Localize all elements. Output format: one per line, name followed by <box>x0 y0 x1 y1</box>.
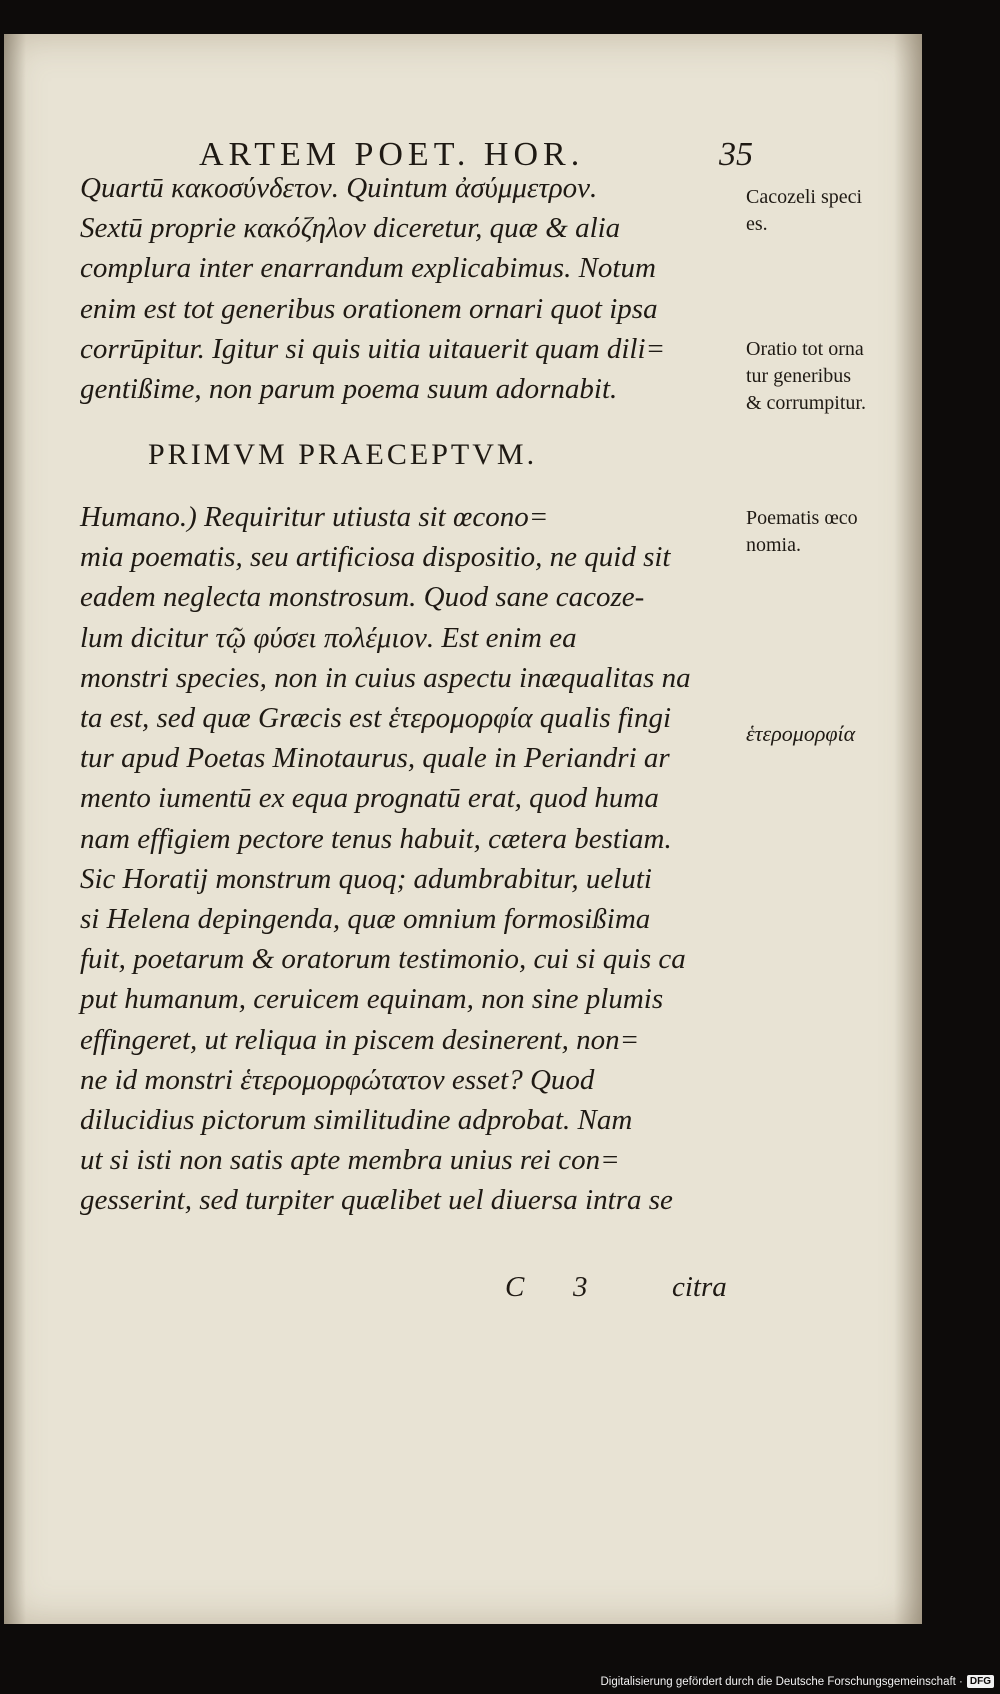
running-title: ARTEM POET. HOR. <box>199 136 585 173</box>
margin-note-oeconomia: Poematis œco nomia. <box>746 507 858 556</box>
body-paragraph-1: Quartū κακοσύνδετον. Quintum ἀσύμμετρον. Sextū proprie κακόζηλον diceretur, quæ & alia complura inter enarrandum explicabimus. Notum enim est tot generibus orationem ornari quot ipsa corrūpitur. Igitur si quis uitia uitauerit quam dili= gentißime, non parum poema suum adornabit. <box>80 172 666 406</box>
signature-number: 3 <box>573 1271 588 1303</box>
dfg-logo: DFG <box>967 1675 994 1688</box>
margin-note-cacozeli: Cacozeli speci es. <box>746 186 863 235</box>
body-paragraph-2: Humano.) Requiritur utiusta sit œcono= mia poematis, seu artificiosa dispositio, ne quid sit eadem neglecta monstrosum. Quod sane cacoze- lum dicitur τῷ φύσει πολέμιον. Est enim ea monstri species, non in cuius aspectu inæqualitas na ta est, sed quæ Græcis est ἑτερομορφία qualis fingi tur apud Poetas Minotaurus, quale in Periandri ar mento iumentū ex equa prognatū erat, quod huma nam effigiem pectore tenus habuit, cætera bestiam. Sic Horatij monstrum quoq; adumbrabitur, ueluti si Helena depingenda, quæ omnium formosißima fuit, poetarum & oratorum testimonio, cui si quis ca put humanum, ceruicem equinam, non sine plumis effingeret, ut reliqua in piscem desinerent, non= ne id monstri ἑτερομορφώτατον esset? Quod dilucidius pictorum similitudine adprobat. Nam ut si isti non satis apte membra unius rei con= gesserint, sed turpiter quælibet uel diuersa intra se <box>80 501 691 1217</box>
digitization-credit <box>600 1675 994 1688</box>
section-heading: PRIMVM PRAECEPTVM. <box>148 438 538 471</box>
page-number: 35 <box>719 136 753 173</box>
credit-text: Digitalisierung gefördert durch die Deutsche Forschungsgemeinschaft · <box>600 1675 963 1688</box>
margin-note-oratio: Oratio tot orna tur generibus & corrumpitur. <box>746 338 866 414</box>
catchword: citra <box>672 1271 727 1303</box>
margin-note-heteromorphia: ἑτερομορφία <box>746 721 856 746</box>
signature-mark: C <box>505 1271 525 1303</box>
